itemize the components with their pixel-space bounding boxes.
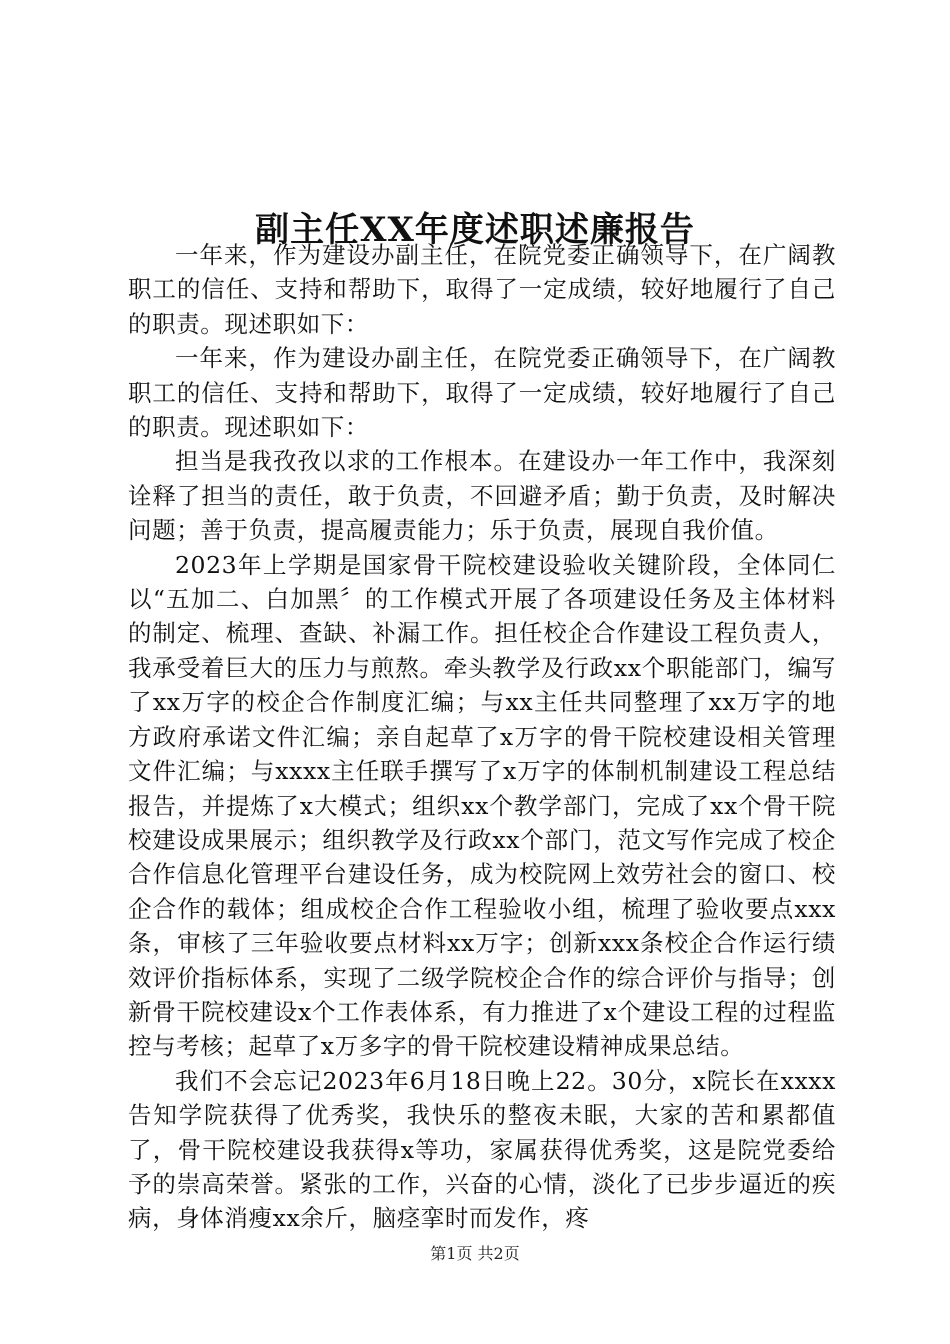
paragraph-intro: 一年来，作为建设办副主任，在院党委正确领导下，在广阔教职工的信任、支持和帮助下，取得了一定成绩，较好地履行了自己的职责。现述职如下： xyxy=(128,241,836,338)
paragraph-award: 我们不会忘记2023年6月18日晚上22。30分，x院长在xxxx 告知学院获得了优秀奖，我快乐的整夜未眠，大家的苦和累都值了，骨干院校建设我获得x等功，家属获得优秀奖，这是院党委给予的崇高荣誉。紧张的工作，兴奋的心情，淡化了已步步逼近的疾病，身体消瘦xx余斤，脑痉挛时而发作，疼 xyxy=(128,1066,869,1233)
document-body xyxy=(128,238,869,1236)
paragraph-intro-repeat: 一年来，作为建设办副主任，在院党委正确领导下，在广阔教职工的信任、支持和帮助下，取得了一定成绩，较好地履行了自己的职责。现述职如下： xyxy=(128,344,836,442)
document-title: 副主任XX年度述职述廉报告 xyxy=(255,209,695,250)
paragraph-acceptance-work: 2023年上学期是国家骨干院校建设验收关键阶段，全体同仁以“五加二、白加黑〞的工作模式开展了各项建设任务及主体材料的制定、梳理、查缺、补漏工作。担任校企合作建设工程负责人，我承受着巨大的压力与煎熬。牵头教学及行政xx个职能部门，编写了xx万字的校企合作制度汇编；与xx主任共同整理了xx万字的地方政府承诺文件汇编；亲自起草了x万字的骨干院校建设相关管理文件汇编；与xxxx主任联手撰写了x万字的体制机制建设工程总结报告，并提炼了x大模式；组织xx个教学部门，完成了xx个骨干院校建设成果展示；组织教学及行政xx个部门，范文写作完成了校企合作信息化管理平台建设任务，成为校院网上效劳社会的窗口、校企合作的载体；组成校企合作工程验收小组，梳理了验收要点xxx条，审核了三年验收要点材料xx万字；创新xxx条校企合作运行绩效评价指标体系，实现了二级学院校企合作的综合评价与指导；创新骨干院校建设x个工作表体系，有力推进了x个建设工程的过程监控与考核；起草了x万多字的骨干院校建设精神成果总结。 xyxy=(128,550,836,1061)
page-number-footer: 第1页 共2页 xyxy=(430,1244,520,1263)
paragraph-responsibility: 担当是我孜孜以求的工作根本。在建设办一年工作中，我深刻诠释了担当的责任，敢于负责，不回避矛盾；勤于负责，及时解决问题；善于负责，提高履责能力；乐于负责，展现自我价值。 xyxy=(128,447,836,545)
